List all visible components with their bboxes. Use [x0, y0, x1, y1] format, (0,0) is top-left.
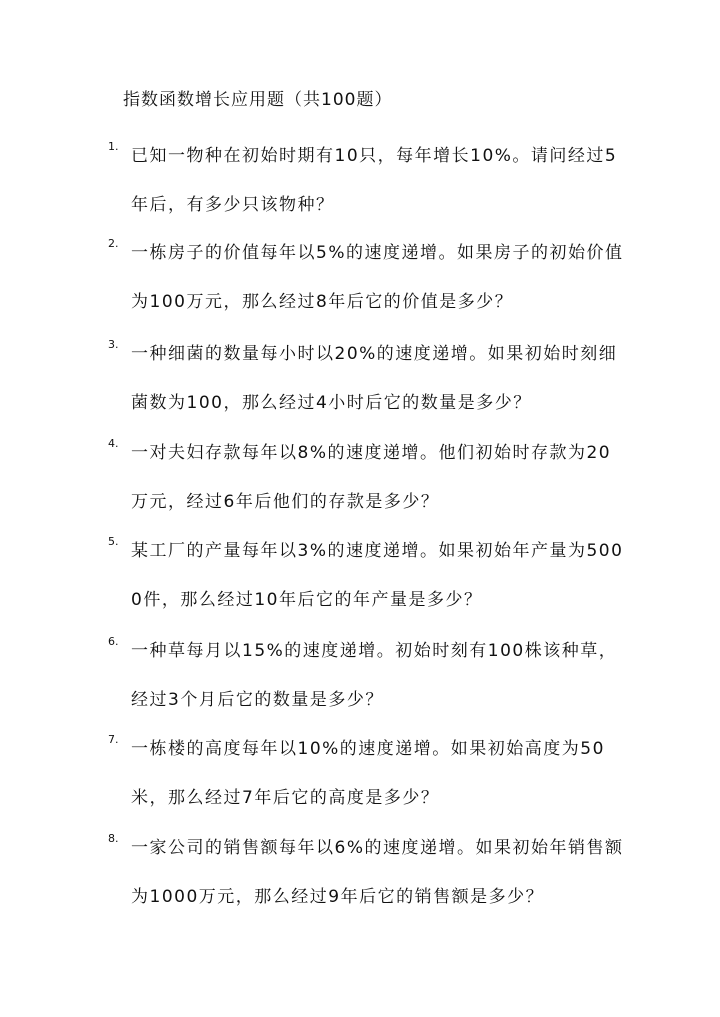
question-number: 4.: [108, 437, 119, 450]
question-number: 3.: [108, 338, 119, 351]
question-text: 一家公司的销售额每年以6%的速度递增。如果初始年销售额为1000万元，那么经过9年后它的销售额是多少？: [131, 838, 624, 907]
question-number: 8.: [108, 832, 119, 845]
question-text: 某工厂的产量每年以3%的速度递增。如果初始年产量为5000件，那么经过10年后它的年产量是多少？: [131, 541, 624, 610]
question-number: 1.: [108, 140, 119, 153]
document-title: 指数函数增长应用题（共100题）: [123, 90, 393, 110]
question-text: 已知一物种在初始时期有10只，每年增长10%。请问经过5年后，有多少只该物种？: [131, 146, 618, 215]
question-number: 5.: [108, 535, 119, 548]
question-number: 7.: [108, 733, 119, 746]
question-text: 一栋房子的价值每年以5%的速度递增。如果房子的初始价值为100万元，那么经过8年后它的价值是多少？: [131, 243, 624, 312]
question-text: 一种草每月以15%的速度递增。初始时刻有100株该种草，经过3个月后它的数量是多少？: [131, 641, 618, 710]
question-number: 6.: [108, 635, 119, 648]
question-text: 一栋楼的高度每年以10%的速度递增。如果初始高度为50米，那么经过7年后它的高度是多少？: [131, 739, 605, 808]
question-number: 2.: [108, 237, 119, 250]
question-text: 一对夫妇存款每年以8%的速度递增。他们初始时存款为20万元，经过6年后他们的存款是多少？: [131, 443, 612, 512]
question-text: 一种细菌的数量每小时以20%的速度递增。如果初始时刻细菌数为100，那么经过4小时后它的数量是多少？: [131, 344, 618, 413]
